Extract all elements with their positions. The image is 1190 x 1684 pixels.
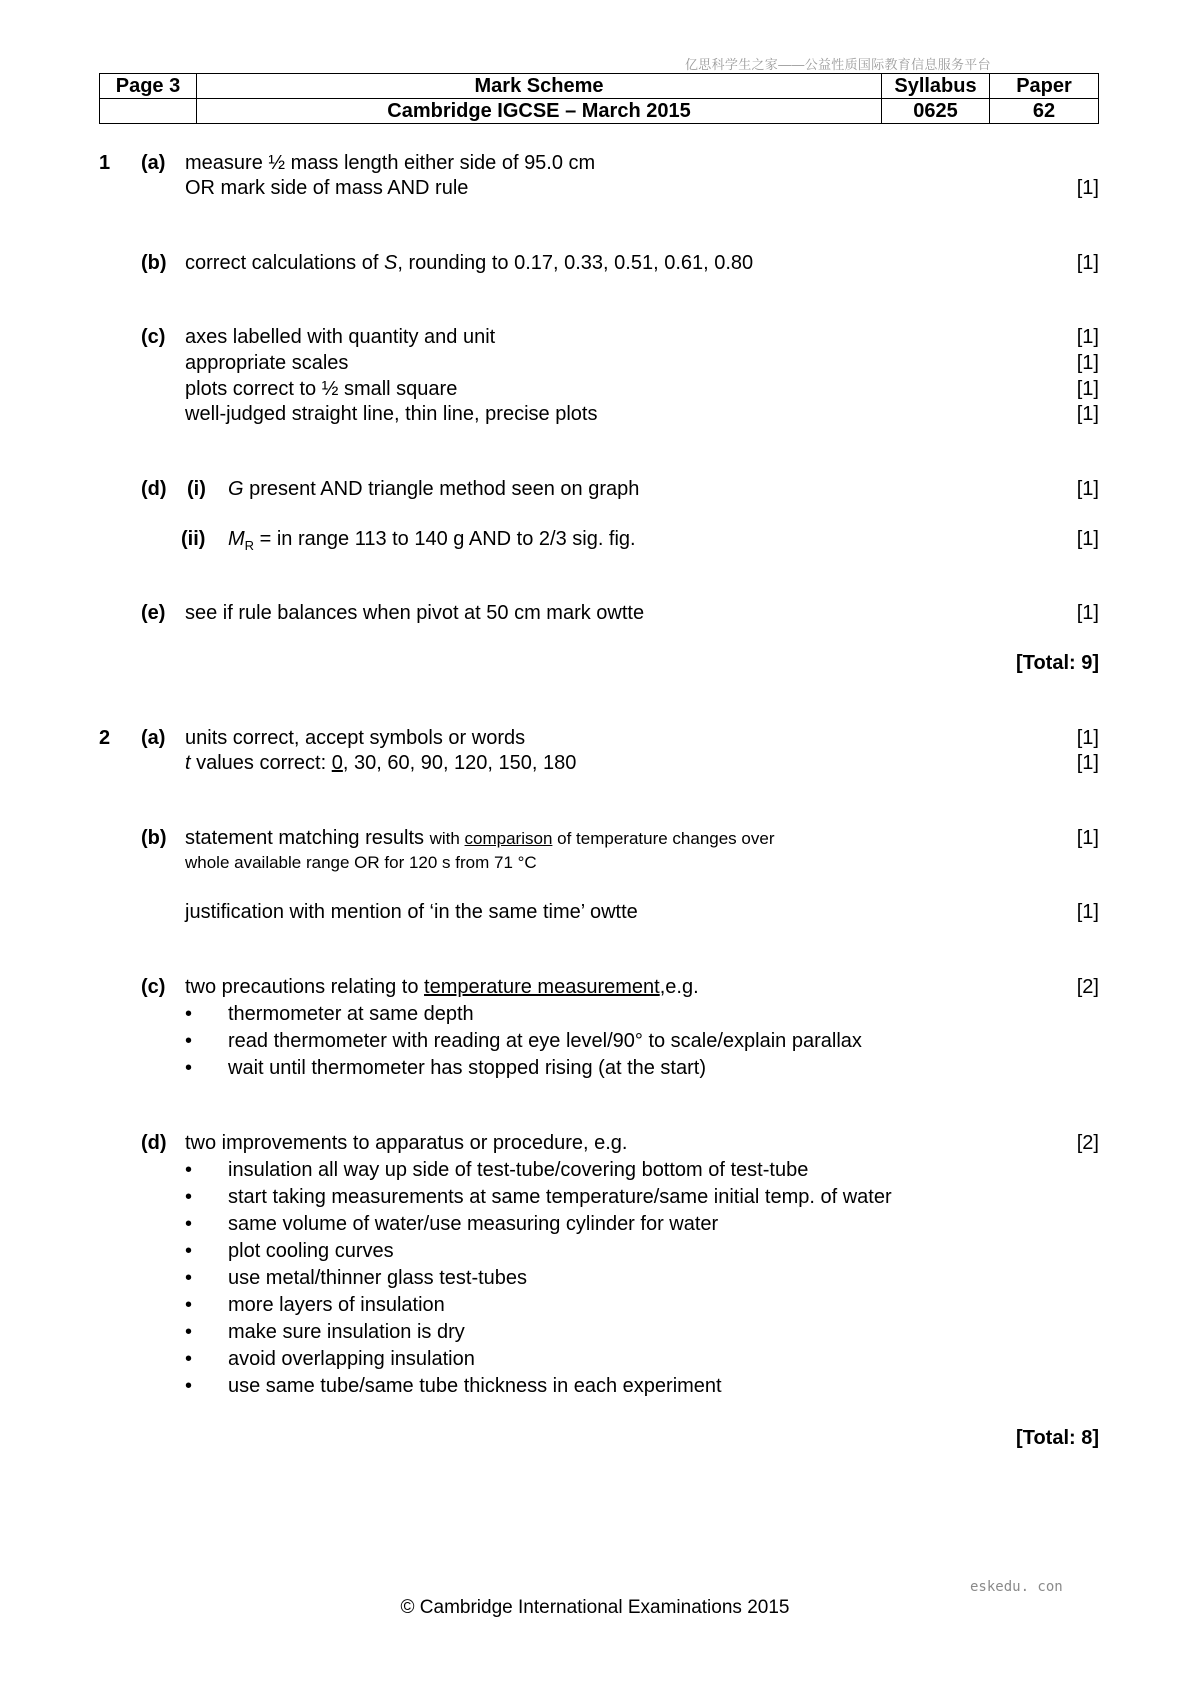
q2b-mark: [1] [1076,827,1099,849]
q1c-mark: [1] [1076,378,1099,400]
q1d-ii-text: $M_R$ = in range 113 to 140 g AND to 2/3 sig. fig. [228,528,636,553]
q2c-bullet: wait until thermometer has stopped rising (at the start) [228,1057,706,1079]
q1a-line1: measure ½ mass length either side of 95.0 cm [185,152,596,174]
q1a-mark: [1] [1076,177,1099,199]
q1c-item: appropriate scales [185,352,349,374]
q2d-bullet: avoid overlapping insulation [228,1348,475,1370]
q2-number: 2 [99,727,111,749]
footer-copyright: © Cambridge International Examinations 2015 [400,1597,790,1618]
q2c-label: (c) [141,976,166,998]
q2b-mark: [1] [1076,901,1099,923]
bullet-icon: • [185,1348,193,1370]
q1d-ii-mark: [1] [1076,528,1099,550]
bullet-icon: • [185,1159,193,1181]
q1-number: 1 [99,152,111,174]
header-paper-label: Paper [990,74,1099,99]
q1b-label: (b) [141,252,167,274]
q2d-bullet: use metal/thinner glass test-tubes [228,1267,528,1289]
bullet-icon: • [185,1375,193,1397]
q2d-bullet: insulation all way up side of test-tube/covering bottom of test-tube [228,1159,809,1181]
q1a-line2: OR mark side of mass AND rule [185,177,469,199]
q2b-line1: statement matching results with comparison of temperature changes over [185,827,775,849]
q1c-item: axes labelled with quantity and unit [185,326,496,348]
q2d-bullet: more layers of insulation [228,1294,445,1316]
bullet-icon: • [185,1003,193,1025]
q1d-i-text: G present AND triangle method seen on graph [228,478,640,500]
q1a-label: (a) [141,152,166,174]
bullet-icon: • [185,1267,193,1289]
q2-total: [Total: 8] [1016,1427,1099,1449]
q2b-justification: justification with mention of ‘in the same time’ owtte [185,901,638,923]
header-syllabus: 0625 [882,99,990,124]
q2d-bullet: use same tube/same tube thickness in each experiment [228,1375,722,1397]
q2d-bullet: start taking measurements at same temperature/same initial temp. of water [228,1186,892,1208]
q1e-mark: [1] [1076,602,1099,624]
header-subtitle: Cambridge IGCSE – March 2015 [197,99,882,124]
q2b-line2: whole available range OR for 120 s from 71 °C [185,853,537,872]
q1e-label: (e) [141,602,166,624]
bullet-icon: • [185,1240,193,1262]
q1c-mark: [1] [1076,352,1099,374]
q2d-label: (d) [141,1132,167,1154]
q1b-mark: [1] [1076,252,1099,274]
header-paper: 62 [990,99,1099,124]
bullet-icon: • [185,1213,193,1235]
q2d-bullet: plot cooling curves [228,1240,394,1262]
q1c-mark: [1] [1076,403,1099,425]
q2a-mark: [1] [1076,727,1099,749]
q1c-label: (c) [141,326,166,348]
bullet-icon: • [185,1294,193,1316]
q1c-item: plots correct to ½ small square [185,378,458,400]
q2b-label: (b) [141,827,167,849]
q2a-line2: t values correct: 0, 30, 60, 90, 120, 150, 180 [185,752,577,774]
q1b-text: correct calculations of S, rounding to 0.17, 0.33, 0.51, 0.61, 0.80 [185,252,754,274]
q2d-mark: [2] [1076,1132,1099,1154]
q2c-bullet: read thermometer with reading at eye level/90° to scale/explain parallax [228,1030,862,1052]
q1-total: [Total: 9] [1016,652,1099,674]
q2a-mark: [1] [1076,752,1099,774]
bullet-icon: • [185,1057,193,1079]
q2d-bullet: same volume of water/use measuring cylinder for water [228,1213,719,1235]
header-page: Page 3 [100,74,197,99]
q1d-ii-label: (ii) [181,528,206,550]
q1c-mark: [1] [1076,326,1099,348]
site-watermark: eskedu. con [970,1579,1063,1595]
watermark-text: 亿思科学生之家——公益性质国际教育信息服务平台 [685,57,991,72]
bullet-icon: • [185,1030,193,1052]
q2d-intro: two improvements to apparatus or procedure, e.g. [185,1132,628,1154]
q2c-intro: two precautions relating to temperature measurement,e.g. [185,976,699,998]
q1d-i-mark: [1] [1076,478,1099,500]
bullet-icon: • [185,1186,193,1208]
header-title: Mark Scheme [197,74,882,99]
q2a-label: (a) [141,727,166,749]
bullet-icon: • [185,1321,193,1343]
q2d-bullet: make sure insulation is dry [228,1321,465,1343]
q2c-bullet: thermometer at same depth [228,1003,474,1025]
header-syllabus-label: Syllabus [882,74,990,99]
q1d-label: (d) [141,478,167,500]
q1d-i-label: (i) [187,478,206,500]
q1e-text: see if rule balances when pivot at 50 cm mark owtte [185,602,645,624]
q2a-line1: units correct, accept symbols or words [185,727,526,749]
header-table [99,73,1099,124]
header-empty [100,99,197,124]
q1c-item: well-judged straight line, thin line, precise plots [185,403,598,425]
q2c-mark: [2] [1076,976,1099,998]
